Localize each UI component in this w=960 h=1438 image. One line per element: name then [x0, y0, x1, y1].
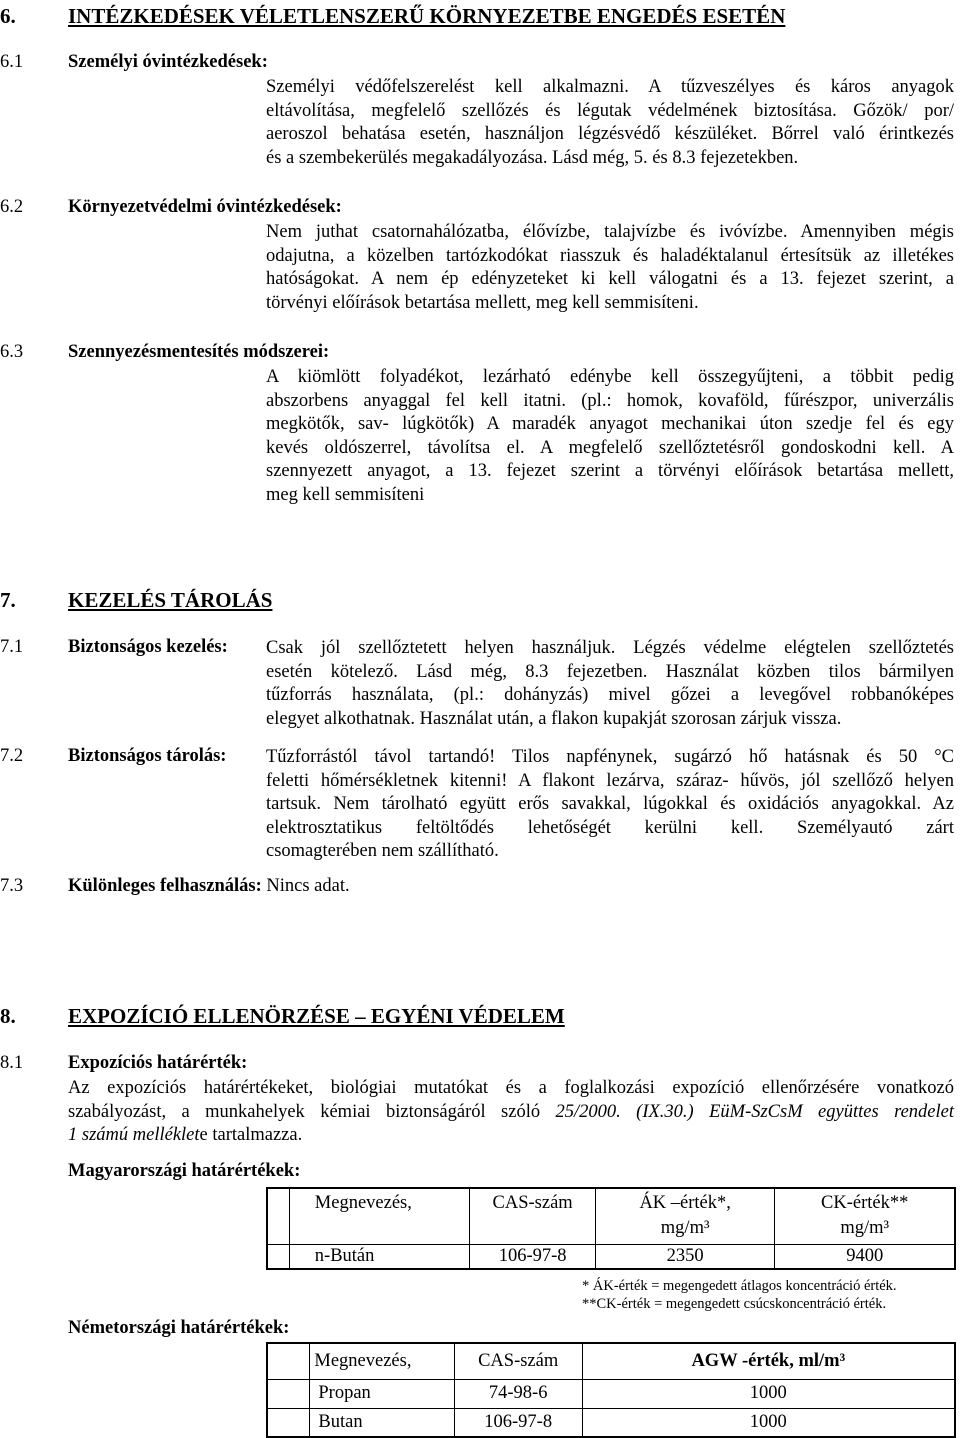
table-header-cell: CAS-szám [470, 1188, 596, 1244]
subsection-6-1-number: 6.1 [0, 52, 24, 72]
subsection-7-3-line [68, 876, 350, 897]
text-line: esetén kötelező. Lásd még, 8.3 fejezetben. Használat közben tilos bármilyen [266, 661, 954, 682]
subsection-6-1-title: Személyi óvintézkedések: [68, 52, 268, 72]
regulation-reference: 25/2000. (IX.30.) EüM-SzCsM együttes rendelet [555, 1101, 954, 1122]
subsection-8-1-title: Expozíciós határérték: [68, 1053, 248, 1073]
hu-footnote-1: * ÁK-érték = megengedett átlagos koncentráció érték. [582, 1278, 897, 1294]
subsection-7-2-text [266, 746, 954, 864]
text-line: abszorbens anyaggal fel kell itatni. (pl.: homok, kovaföld, fűrészpor, univerzális [266, 390, 954, 411]
table-cell [267, 1408, 310, 1437]
subsection-7-3-number: 7.3 [0, 876, 24, 896]
annex-reference: 1 számú melléklet [68, 1125, 200, 1145]
text-line: Személyi védőfelszerelést kell alkalmazni. A tűzveszélyes és káros anyagok [266, 77, 954, 97]
hu-footnote-2: **CK-érték = megengedett csúcskoncentráció érték. [582, 1296, 887, 1312]
text-line: Nem juthat csatornahálózatba, élővízbe, talajvízbe és ivóvízbe. Amennyiben mégis [266, 222, 954, 242]
subsection-7-2-title: Biztonságos tárolás: [68, 746, 227, 766]
hu-limits-table [266, 1187, 956, 1270]
table-cell: 1000 [582, 1408, 955, 1437]
table-cell: n-Bután [289, 1244, 470, 1269]
table-cell: Butan [310, 1408, 454, 1437]
subsection-7-1-text [266, 637, 954, 731]
subsection-6-2-text [266, 221, 954, 315]
table-header-cell: Megnevezés, [310, 1343, 454, 1379]
table-cell [267, 1188, 289, 1244]
text-line: megkötők, sav- lúgkötők) A maradék anyagot mechanikai úton szedje fel és egy [266, 414, 954, 434]
de-limits-label: Németországi határértékek: [68, 1318, 290, 1338]
table-header-row [267, 1188, 955, 1244]
text-line: Tűzforrástól távol tartandó! Tilos napfénynek, sugárzó hő hatásnak és 50 °C [266, 747, 954, 767]
table-cell: 74-98-6 [454, 1379, 582, 1408]
table-cell [267, 1343, 310, 1379]
section-8-number: 8. [0, 1004, 16, 1028]
table-cell: 106-97-8 [470, 1244, 596, 1269]
header-unit: mg/m³ [840, 1218, 890, 1239]
header-label: CK-érték** [821, 1193, 909, 1214]
table-cell [267, 1244, 289, 1269]
text-line: és a szembekerülés megakadályozása. Lásd még, 5. és 8.3 fejezetekben. [266, 147, 799, 168]
text-line: szennyezett anyagot, a 13. fejezet szerint a törvényi előírások betartása mellett, [266, 461, 954, 481]
text-line: A kiömlött folyadékot, lezárható edénybe kell összegyűjteni, a többit pedig [266, 367, 954, 387]
text-line: elegyet alkothatnak. Használat után, a flakon kupakját szorosan zárjuk vissza. [266, 708, 842, 729]
subsection-8-1-text [68, 1077, 954, 1148]
table-cell: 1000 [582, 1379, 955, 1408]
section-7-title: KEZELÉS TÁROLÁS [68, 588, 273, 612]
table-cell [267, 1379, 310, 1408]
table-cell: 9400 [775, 1244, 955, 1269]
table-cell: 2350 [595, 1244, 775, 1269]
table-cell: 106-97-8 [454, 1408, 582, 1437]
section-7-number: 7. [0, 588, 16, 612]
text-line: aeroszol behatása esetén, használjon légzésvédő készüléket. Bőrrel való érintkezés [266, 124, 954, 144]
subsection-7-1-title: Biztonságos kezelés: [68, 637, 228, 657]
text-line: elektrosztatikus feltöltődés lehetőségét kerülni kell. Személyautó zárt [266, 817, 954, 838]
table-row [267, 1244, 955, 1269]
text-line: feletti hőmérsékletnek kitenni! A flakont lezárva, száraz- hűvös, jól szellőző helyen [266, 770, 954, 791]
text-span: e tartalmazza. [199, 1125, 303, 1145]
text-line: törvényi előírások betartása mellett, meg kell semmisíteni. [266, 292, 699, 313]
text-line: hatóságokat. A nem ép edényzeteket ki kell válogatni és a 13. fejezet szerint, a [266, 269, 954, 289]
table-header-row [267, 1343, 955, 1379]
subsection-7-2-number: 7.2 [0, 746, 24, 766]
subsection-6-3-number: 6.3 [0, 342, 24, 362]
table-row [267, 1379, 955, 1408]
section-6-number: 6. [0, 4, 16, 28]
subsection-6-1-text [266, 76, 954, 170]
text-line: Csak jól szellőztetett helyen használjuk. Légzés védelme elégtelen szellőztetés [266, 638, 954, 658]
subsection-8-1-number: 8.1 [0, 1053, 24, 1073]
subsection-6-3-title: Szennyezésmentesítés módszerei: [68, 342, 330, 362]
hu-limits-label: Magyarországi határértékek: [68, 1161, 301, 1181]
subsection-6-2-title: Környezetvédelmi óvintézkedések: [68, 197, 342, 217]
text-line: Az expozíciós határértékeket, biológiai mutatókat és a foglalkozási expozíció ellenőrzésére vonatkozó [68, 1078, 954, 1098]
table-header-cell [595, 1188, 775, 1244]
subsection-6-2-number: 6.2 [0, 197, 24, 217]
table-header-cell: CAS-szám [454, 1343, 582, 1379]
text-line: kevés oldószerrel, távolítsa el. A megfelelő szellőztetésről gondoskodni kell. A [266, 437, 954, 458]
section-6-title: INTÉZKEDÉSEK VÉLETLENSZERŰ KÖRNYEZETBE ENGEDÉS ESETÉN [68, 4, 786, 28]
text-line [68, 1101, 954, 1125]
table-row [267, 1408, 955, 1437]
header-label: ÁK –érték*, [639, 1193, 731, 1214]
table-header-cell [775, 1188, 955, 1244]
text-line: tűzforrás használata, (pl.: dohányzás) mivel gőzei a levegővel robbanóképes [266, 685, 954, 705]
table-header-cell: Megnevezés, [289, 1188, 470, 1244]
section-8-title: EXPOZÍCIÓ ELLENÖRZÉSE – EGYÉNI VÉDELEM [68, 1004, 565, 1028]
text-line: meg kell semmisíteni [266, 484, 425, 505]
text-line: csomagterében nem szállítható. [266, 841, 499, 861]
table-cell: Propan [310, 1379, 454, 1408]
text-line [68, 1124, 954, 1148]
text-line: odajutna, a közelben tartózkodókat riasszuk és haladéktalanul értesítsük az illetékes [266, 245, 954, 266]
text-line: tartsuk. Nem tárolható együtt erős savakkal, lúgokkal és oxidációs anyagokkal. Az [266, 794, 954, 814]
text-line: eltávolítása, megfelelő szellőzés és légutak védelmének biztosítása. Gőzök/ por/ [266, 100, 954, 121]
de-limits-table [266, 1342, 956, 1438]
table-header-cell: AGW -érték, ml/m³ [582, 1343, 955, 1379]
subsection-7-3-value: Nincs adat. [266, 876, 350, 896]
header-unit: mg/m³ [660, 1218, 710, 1239]
subsection-7-3-title: Különleges felhasználás: [68, 876, 262, 896]
subsection-7-1-number: 7.1 [0, 637, 24, 657]
subsection-6-3-text [266, 366, 954, 507]
text-span: szabályozást, a munkahelyek kémiai biztonságáról szóló [68, 1101, 556, 1122]
